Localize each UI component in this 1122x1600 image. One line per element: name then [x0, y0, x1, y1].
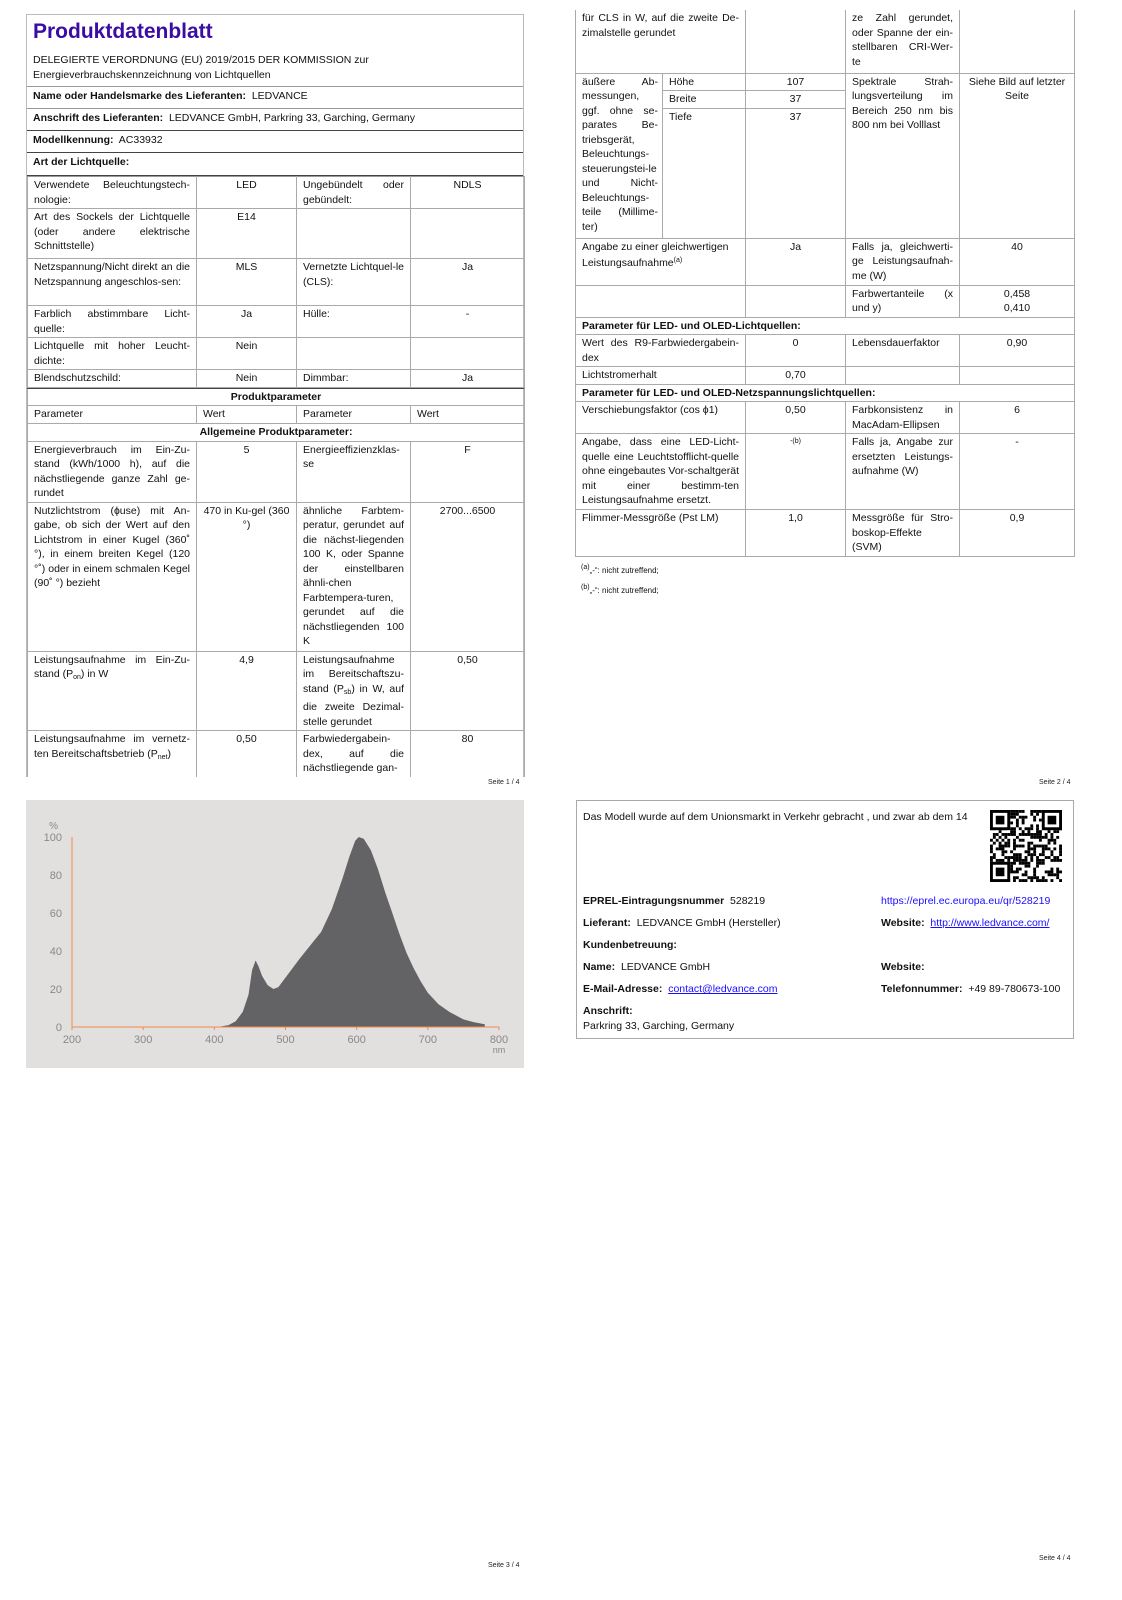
param-label: ze Zahl gerundet, oder Spanne der ein-stellbaren CRI-Wer-te [846, 10, 960, 73]
table-row [28, 441, 525, 502]
y-tick-label: 80 [49, 870, 62, 882]
y-tick-label: 40 [49, 946, 62, 958]
param-value: 0,70 [746, 367, 846, 385]
param-value: 5 [197, 441, 297, 502]
header-parameter: Parameter [28, 406, 197, 424]
table-row [28, 209, 525, 259]
param-value: Ja [411, 259, 525, 306]
param-value [411, 209, 525, 259]
param-value: 6 [960, 402, 1075, 434]
footnote-ref: (a) [673, 257, 683, 264]
param-value: - [960, 434, 1075, 510]
param-label: für CLS in W, auf die zweite De-zimalstelle gerundet [576, 10, 746, 73]
param-label [576, 238, 746, 285]
params-title: Produktparameter [28, 388, 525, 406]
phone-label: Telefonnummer: [881, 983, 963, 995]
regulation-text: DELEGIERTE VERORDNUNG (EU) 2019/2015 DER KOMMISSION zur Energieverbrauchskennzeichnung von Lichtquellen [27, 51, 523, 87]
model-line [27, 131, 523, 153]
page-1 [26, 14, 524, 777]
dim-value: 107 [746, 73, 846, 91]
param-label: Art des Sockels der Lichtquelle (oder andere elektrische Schnittstelle) [28, 209, 197, 259]
table-row [28, 259, 525, 306]
phone-value: +49 89-780673-100 [968, 983, 1061, 995]
table-row [576, 367, 1075, 385]
footnote-b [581, 579, 1068, 599]
param-label: Ungebündelt oder gebündelt: [297, 177, 411, 209]
param-value: -(b) [746, 434, 846, 510]
param-value: 0,50 [411, 651, 525, 731]
param-label: Nutzlichtstrom (ɸuse) mit An-gabe, ob sich der Wert auf den Lichtstrom in einer Kugel (360˚ °), in einem breiten Kegel (120 °˚) oder in einem schmalen Kegel (90˚ °) bezieht [28, 502, 197, 651]
param-value: 1,0 [746, 510, 846, 557]
table-row [28, 306, 525, 338]
table-row [576, 510, 1075, 557]
chart-svg [26, 800, 524, 1068]
model-value: AC33932 [118, 134, 163, 146]
x-tick-label: 300 [133, 1034, 153, 1046]
table-row [576, 10, 1075, 73]
y-tick-label: 20 [49, 984, 62, 996]
param-label: Flimmer-Messgröße (Pst LM) [576, 510, 746, 557]
param-value: 0,50 [746, 402, 846, 434]
table-row [28, 338, 525, 370]
param-label: Vernetzte Lichtquel-le (CLS): [297, 259, 411, 306]
text: Leistungsaufnahme im Ein-Zu-stand (P [34, 653, 190, 680]
name-value: LEDVANCE GmbH [620, 961, 711, 973]
page-4-contact [576, 800, 1074, 1039]
param-value [411, 338, 525, 370]
param-label [28, 651, 197, 731]
param-value: F [411, 441, 525, 502]
subscript: net [157, 753, 168, 761]
param-value: 0,90 [960, 335, 1075, 367]
param-label [297, 209, 411, 259]
param-label: Farbwiedergabein-dex, auf die nächstliegende gan- [297, 731, 411, 777]
param-label: Lichtquelle mit hoher Leucht-dichte: [28, 338, 197, 370]
spectral-distribution-chart [26, 800, 524, 1068]
led-section-title: Parameter für LED- und OLED-Lichtquellen: [576, 317, 1075, 335]
text: Leistungsaufnahme im vernetz-ten Bereitschaftsbetrieb (P [34, 733, 190, 760]
website-label: Website: [881, 917, 925, 929]
x-tick-label: 600 [347, 1034, 366, 1046]
page-number: Seite 3 / 4 [488, 1562, 520, 1569]
dim-value: 37 [746, 108, 846, 238]
page-number: Seite 4 / 4 [1039, 1555, 1071, 1562]
y-tick-label: 0 [55, 1022, 62, 1034]
qr-code-icon[interactable] [990, 810, 1062, 882]
table-row [576, 335, 1075, 367]
x-axis-label: nm [492, 1045, 506, 1055]
param-value: Ja [746, 238, 846, 285]
page-2 [575, 10, 1074, 601]
text: Leistungsaufnahme im Bereitschaftszu-stand (P [303, 653, 404, 695]
y-tick-label: 60 [49, 908, 62, 920]
website2-label: Website: [881, 961, 925, 973]
address-label: Anschrift des Lieferanten: [33, 112, 164, 124]
market-text: Das Modell wurde auf dem Unionsmarkt in Verkehr gebracht , und zwar ab dem 14 [583, 811, 968, 823]
text: ) in W [80, 668, 109, 680]
x-tick-label: 400 [205, 1034, 224, 1046]
model-label: Modellkennung: [33, 134, 114, 146]
param-label: Energieeffizienzklas-se [297, 441, 411, 502]
type-label: Art der Lichtquelle: [33, 156, 130, 168]
header-value: Wert [411, 406, 525, 424]
spectral-value: Siehe Bild auf letzter Seite [960, 73, 1075, 238]
supplier-label: Lieferant: [583, 917, 631, 929]
param-value: Nein [197, 338, 297, 370]
table-row [28, 731, 525, 777]
header-parameter: Parameter [297, 406, 411, 424]
param-value: - [411, 306, 525, 338]
table-row [28, 651, 525, 731]
email-link[interactable]: contact@ledvance.com [668, 983, 778, 995]
param-label: Farbkonsistenz in MacAdam-Ellipsen [846, 402, 960, 434]
eprel-link[interactable]: https://eprel.ec.europa.eu/qr/528219 [881, 895, 1051, 907]
param-value: 0 [746, 335, 846, 367]
address-value: LEDVANCE GmbH, Parkring 33, Garching, Germany [168, 112, 416, 124]
param-value [746, 10, 846, 73]
chroma-x: 0,458 [1003, 287, 1031, 300]
param-value: Ja [411, 370, 525, 388]
type-table [27, 176, 525, 388]
eprel-label: EPREL-Eintragungsnummer [583, 895, 725, 907]
dim-label: Tiefe [663, 108, 746, 238]
param-value: 4,9 [197, 651, 297, 731]
footnotes [575, 557, 1074, 601]
dim-value: 37 [746, 91, 846, 109]
param-label: Verwendete Beleuchtungstech-nologie: [28, 177, 197, 209]
supplier-line [27, 87, 523, 109]
supplier-value: LEDVANCE GmbH (Hersteller) [636, 917, 781, 929]
param-label: Dimmbar: [297, 370, 411, 388]
param-value: 40 [960, 238, 1075, 285]
eprel-number: 528219 [730, 895, 766, 907]
param-value: 0,50 [197, 731, 297, 777]
text: ) in W, auf die zweite Dezimal-stelle gerundet [303, 682, 405, 728]
y-axis-label: % [49, 821, 58, 832]
dim-label: Höhe [663, 73, 746, 91]
param-label: Hülle: [297, 306, 411, 338]
footnote-mark: (b) [581, 584, 590, 591]
y-tick-label: 100 [43, 832, 62, 844]
dim-label: Breite [663, 91, 746, 109]
email-label: E-Mail-Adresse: [583, 983, 663, 995]
param-label: Blendschutzschild: [28, 370, 197, 388]
param-value: 470 in Ku-gel (360 °) [197, 502, 297, 651]
table-row [576, 238, 1075, 285]
subscript: on [73, 674, 81, 681]
param-value [960, 367, 1075, 385]
mains-section-title: Parameter für LED- und OLED-Netzspannungslichtquellen: [576, 384, 1075, 402]
param-value: 80 [411, 731, 525, 777]
supplier-label: Name oder Handelsmarke des Lieferanten: [33, 90, 246, 102]
param-label: Falls ja, Angabe zur ersetzten Leistungs-aufnahme (W) [846, 434, 960, 510]
param-label: Wert des R9-Farbwiedergabein-dex [576, 335, 746, 367]
param-label [297, 651, 411, 731]
table-row [576, 434, 1075, 510]
spectral-label: Spektrale Strah-lungsverteilung im Bereich 250 nm bis 800 nm bei Volllast [846, 73, 960, 238]
params-table [27, 388, 525, 777]
website-link[interactable]: http://www.ledvance.com/ [930, 917, 1050, 929]
table-row [576, 285, 1075, 317]
chroma-y: 0,410 [1003, 302, 1031, 314]
general-title: Allgemeine Produktparameter: [28, 424, 525, 442]
footnote-a [581, 559, 1068, 579]
footnote-text: „-“: nicht zutreffend; [589, 566, 659, 575]
param-label: Farblich abstimmbare Licht-quelle: [28, 306, 197, 338]
subscript: sb [343, 688, 352, 696]
name-label: Name: [583, 961, 616, 973]
param-label: Farbwertanteile (x und y) [846, 285, 960, 317]
table-row [576, 73, 1075, 91]
support-label: Kundenbetreuung: [583, 939, 677, 951]
param-value: MLS [197, 259, 297, 306]
param-label: Energieverbrauch im Ein-Zu-stand (kWh/1000 h), auf die nächstliegende ganze Zahl ge-rundet [28, 441, 197, 502]
spectrum-area [214, 837, 485, 1027]
type-heading [27, 153, 523, 176]
page-number: Seite 1 / 4 [488, 779, 520, 786]
param-label: Lebensdauerfaktor [846, 335, 960, 367]
supplier-value: LEDVANCE [251, 90, 308, 102]
table-row [28, 502, 525, 651]
param-value: Nein [197, 370, 297, 388]
dimensions-label: äußere Ab-messungen, ggf. ohne se-parates Be-triebsgerät, Beleuchtungs-steuerungstei-le und Nicht-Beleuchtungs-teile (Millime-ter) [576, 73, 663, 238]
param-value [960, 10, 1075, 73]
param-value: E14 [197, 209, 297, 259]
x-tick-label: 200 [62, 1034, 82, 1046]
address-label: Anschrift: [583, 1005, 633, 1017]
param-label: Angabe, dass eine LED-Licht-quelle eine Leuchtstofflicht-quelle ohne eingebautes Vor-schaltgerät mit einer bestimm-ten Leistungsaufnahme ersetzt. [576, 434, 746, 510]
param-value: LED [197, 177, 297, 209]
page-number: Seite 2 / 4 [1039, 779, 1071, 786]
param-label: ähnliche Farbtem-peratur, gerundet auf die nächst-liegenden 100 K, oder Spanne der einstellbaren ähnli-chen Farbtempera-turen, gerundet auf die nächstliegenden 100 K [297, 502, 411, 651]
footnote-mark: (a) [581, 564, 590, 571]
param-value: Ja [197, 306, 297, 338]
page-title: Produktdatenblatt [33, 20, 213, 43]
x-tick-label: 500 [276, 1034, 295, 1046]
address-value: Parkring 33, Garching, Germany [583, 1020, 735, 1032]
x-tick-label: 700 [418, 1034, 438, 1046]
param-value: NDLS [411, 177, 525, 209]
x-tick-label: 800 [489, 1034, 509, 1046]
footnote-text: „-“: nicht zutreffend; [589, 586, 659, 595]
param-label: Falls ja, gleichwerti-ge Leistungsaufnah-me (W) [846, 238, 960, 285]
table-row [28, 370, 525, 388]
params-table-continued [575, 10, 1075, 557]
text: Angabe zu einer gleichwertigen Leistungsaufnahme [582, 240, 729, 269]
param-label: Lichtstromerhalt [576, 367, 746, 385]
header-value: Wert [197, 406, 297, 424]
table-row [576, 402, 1075, 434]
address-line [27, 109, 523, 131]
param-label: Verschiebungsfaktor (cos ϕ1) [576, 402, 746, 434]
param-value [960, 285, 1075, 317]
param-label: Messgröße für Stro-boskop-Effekte (SVM) [846, 510, 960, 557]
param-value: 0,9 [960, 510, 1075, 557]
text: ) [167, 747, 171, 760]
param-label [28, 731, 197, 777]
param-label [297, 338, 411, 370]
param-value: 2700...6500 [411, 502, 525, 651]
table-row [28, 177, 525, 209]
param-label [846, 367, 960, 385]
param-label: Netzspannung/Nicht direkt an die Netzspannung angeschlos-sen: [28, 259, 197, 306]
